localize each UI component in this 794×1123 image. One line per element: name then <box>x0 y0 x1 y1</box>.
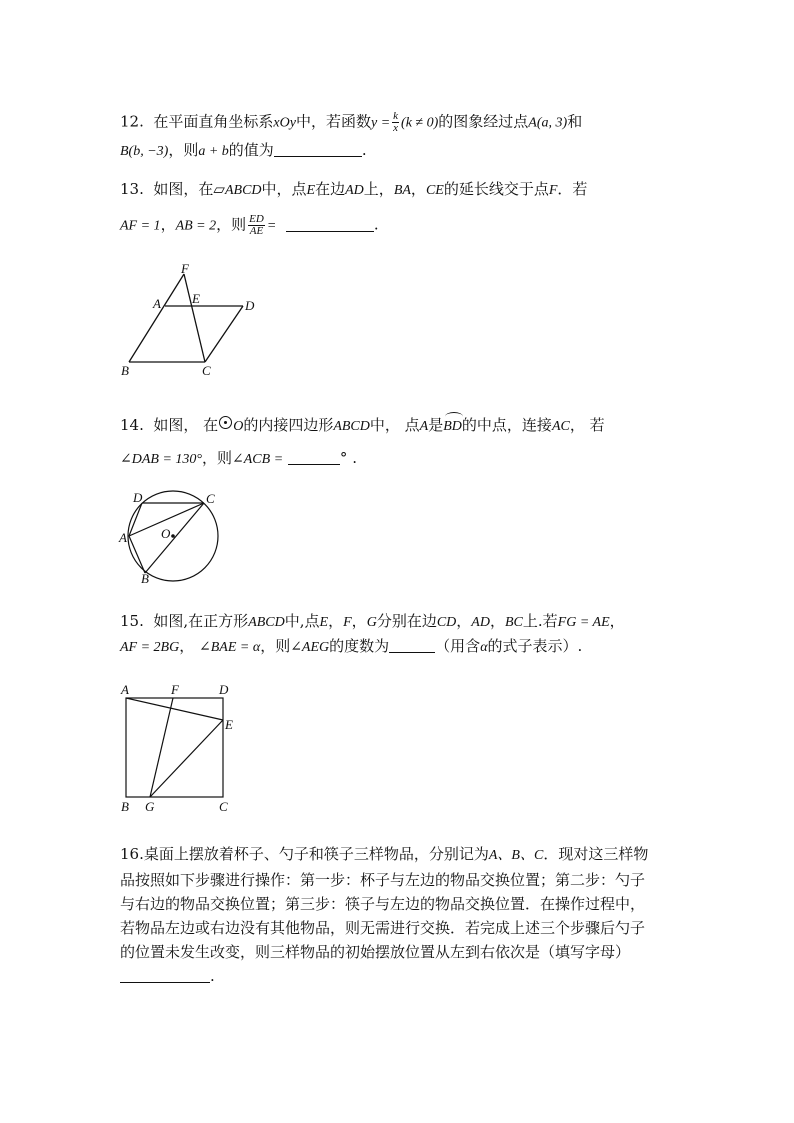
q16-line6 <box>120 964 685 988</box>
label-c: C <box>219 799 228 814</box>
q14-deg: ° <box>339 449 348 467</box>
q12-number: 12. <box>120 112 144 131</box>
q12-point-b: B(b, −3) <box>120 144 169 159</box>
q15-g: G <box>366 615 377 630</box>
q14-a: A <box>419 419 429 434</box>
q12-text: 在平面直角坐标系 <box>153 112 274 131</box>
q14-text: ， 若 <box>569 416 605 434</box>
seg-bc <box>145 503 204 573</box>
q16-line3: 与右边的物品交换位置；第三步：筷子与左边的物品交换位置．在操作过程中， <box>120 895 646 913</box>
q14-text: 中， 点 <box>369 416 420 434</box>
q15-bae: ∠BAE = α <box>199 640 261 655</box>
q13-abcd: ABCD <box>224 183 262 198</box>
q14-angle: ∠DAB = 130° <box>120 452 202 467</box>
q16-line4: 若物品左边或右边没有其他物品，则无需进行交换．若完成上述三个步骤后勺子 <box>120 919 646 937</box>
q15-text: 如图,在正方形 <box>153 612 249 630</box>
label-a: A <box>119 530 127 545</box>
q14-text: ，则 <box>202 449 233 467</box>
q13-text: 中，点 <box>261 180 307 198</box>
circle-dot-icon <box>219 416 232 429</box>
seg-fg <box>150 698 173 797</box>
q16-text: ．现对这三样物 <box>543 845 649 863</box>
q12-expr: a + b <box>198 144 229 159</box>
q15-text: 的式子表示）. <box>487 637 583 655</box>
label-f: F <box>181 262 189 276</box>
q14-arc <box>443 417 462 437</box>
seg-bf <box>129 274 184 362</box>
q14-text: 的中点，连接 <box>461 416 552 434</box>
q13-text: ，则 <box>216 215 247 234</box>
q13-ad: AD <box>345 183 364 198</box>
label-b: B <box>141 571 149 586</box>
q16-line1 <box>120 842 685 868</box>
q14-line2 <box>120 448 357 470</box>
q16-number: 16. <box>120 845 144 863</box>
q12-period: . <box>361 141 367 159</box>
q15-number: 15. <box>120 612 144 630</box>
q16-paragraph <box>120 842 685 988</box>
q12-text: ，则 <box>168 141 199 159</box>
q15-ad: AD <box>471 615 490 630</box>
q14-answer-blank[interactable] <box>288 450 340 465</box>
q16-answer-blank[interactable] <box>120 968 210 983</box>
label-b: B <box>121 799 129 814</box>
q13-text: 上， <box>363 180 394 198</box>
q12-line1 <box>120 111 582 134</box>
q14-abcd: ABCD <box>333 419 370 434</box>
q15-text: 分别在边 <box>376 612 437 630</box>
q15-line2: AF = 2BG， ∠BAE = α，则∠AEG的度数为 （用含α的式子表示）. <box>120 637 583 655</box>
q14-text: 的内接四边形 <box>243 416 334 434</box>
q13-line2 <box>120 214 379 237</box>
q15-answer-blank[interactable] <box>389 638 435 653</box>
q15-text: 的度数为 <box>329 637 390 655</box>
seg-ae <box>126 698 223 720</box>
q12-text: 中，若函数 <box>295 112 371 131</box>
q13-e: E <box>306 183 316 198</box>
arc-icon <box>445 412 463 421</box>
parallelogram-icon: ▱ <box>213 180 225 198</box>
label-f: F <box>171 682 179 697</box>
square-abcd <box>126 698 223 797</box>
q12-frac-num: k <box>393 110 399 122</box>
q13-f: F <box>548 183 558 198</box>
label-b: B <box>121 363 129 378</box>
q14-ac: AC <box>551 419 570 434</box>
q15-cd: CD <box>436 615 457 630</box>
label-e: E <box>225 717 233 732</box>
center-dot <box>171 534 175 538</box>
q14-angle2: ∠ACB = <box>232 452 284 467</box>
q12-frac-den: x <box>393 122 399 134</box>
q13-text: 在边 <box>315 180 346 198</box>
q16-line5: 的位置未发生改变，则三样物品的初始摆放位置从左到右依次是（填写字母） <box>120 943 631 961</box>
q15-text: 上.若 <box>522 612 558 630</box>
q12-text: 的值为 <box>228 141 274 159</box>
q14-figure <box>115 488 225 588</box>
q14-number: 14. <box>120 416 144 434</box>
q12-func: y = <box>370 115 391 131</box>
label-a: A <box>121 682 129 697</box>
q13-ab: AB = 2 <box>175 218 217 234</box>
q15-text: ，则 <box>260 637 291 655</box>
q15-f: F <box>343 615 352 630</box>
q16-abc: A、B、C <box>488 848 544 863</box>
q16-line2: 品按照如下步骤进行操作：第一步：杯子与左边的物品交换位置；第二步：勺子 <box>120 871 646 889</box>
q12-text: 的图象经过点 <box>438 112 529 131</box>
q15-alpha: α <box>480 640 488 655</box>
q15-figure <box>115 680 245 815</box>
label-o: O <box>161 526 171 541</box>
q13-eq: = <box>266 218 277 234</box>
q15-e: E <box>319 615 329 630</box>
q15-text: 中,点 <box>284 612 320 630</box>
q14-text: 如图， 在 <box>153 416 219 434</box>
seg-ge <box>150 720 223 797</box>
label-c: C <box>206 491 215 506</box>
q15-abcd: ABCD <box>248 615 285 630</box>
q16-period: . <box>210 967 215 985</box>
label-a: A <box>153 296 161 311</box>
q13-answer-blank[interactable] <box>286 217 374 232</box>
q13-text: ．若 <box>557 180 588 198</box>
q14-line1 <box>120 415 605 437</box>
label-d: D <box>133 490 143 505</box>
q13-comma: ， <box>410 180 426 198</box>
label-g: G <box>145 799 155 814</box>
label-e: E <box>192 291 200 306</box>
q13-number: 13. <box>120 180 144 198</box>
q14-period: . <box>352 449 357 467</box>
q13-figure <box>115 262 265 382</box>
q13-frac-den: AE <box>249 225 264 237</box>
q15-fg: FG = AE <box>557 615 610 630</box>
q15-line1: 15. 如图,在正方形ABCD中,点E，F，G分别在边CD，AD，BC上.若FG = AE， <box>120 612 625 630</box>
q12-point-a: A(a, 3) <box>528 115 568 131</box>
q13-af: AF = 1 <box>120 218 161 234</box>
q12-fraction <box>392 111 399 134</box>
q14-text: 是 <box>428 416 444 434</box>
label-d: D <box>219 682 229 697</box>
label-c: C <box>202 363 211 378</box>
q13-ba: BA <box>393 183 411 198</box>
q12-condition: (k ≠ 0) <box>401 115 439 131</box>
q12-line2 <box>120 140 367 162</box>
q12-text: 和 <box>567 112 583 131</box>
q14-arc-text: BD <box>443 419 462 434</box>
q15-aeg: ∠AEG <box>290 640 330 655</box>
q15-text: （用含 <box>435 637 481 655</box>
q13-period: . <box>373 215 379 234</box>
q13-text: 如图，在 <box>153 180 214 198</box>
q12-coord: xOy <box>273 115 296 131</box>
seg-fc <box>184 274 205 362</box>
q15-bc: BC <box>504 615 523 630</box>
q13-fraction <box>248 214 265 237</box>
q13-frac-num: ED <box>249 213 264 225</box>
q13-text: 的延长线交于点 <box>443 180 549 198</box>
q13-line1 <box>120 179 587 201</box>
q12-answer-blank[interactable] <box>274 142 362 157</box>
seg-dc <box>205 306 243 362</box>
q15-af: AF = 2BG <box>120 640 180 655</box>
q16-text: 桌面上摆放着杯子、勺子和筷子三样物品，分别记为 <box>143 845 489 863</box>
q13-comma: ， <box>160 215 176 234</box>
q14-o: O <box>233 419 244 434</box>
label-d: D <box>245 298 255 313</box>
q13-ce: CE <box>425 183 444 198</box>
